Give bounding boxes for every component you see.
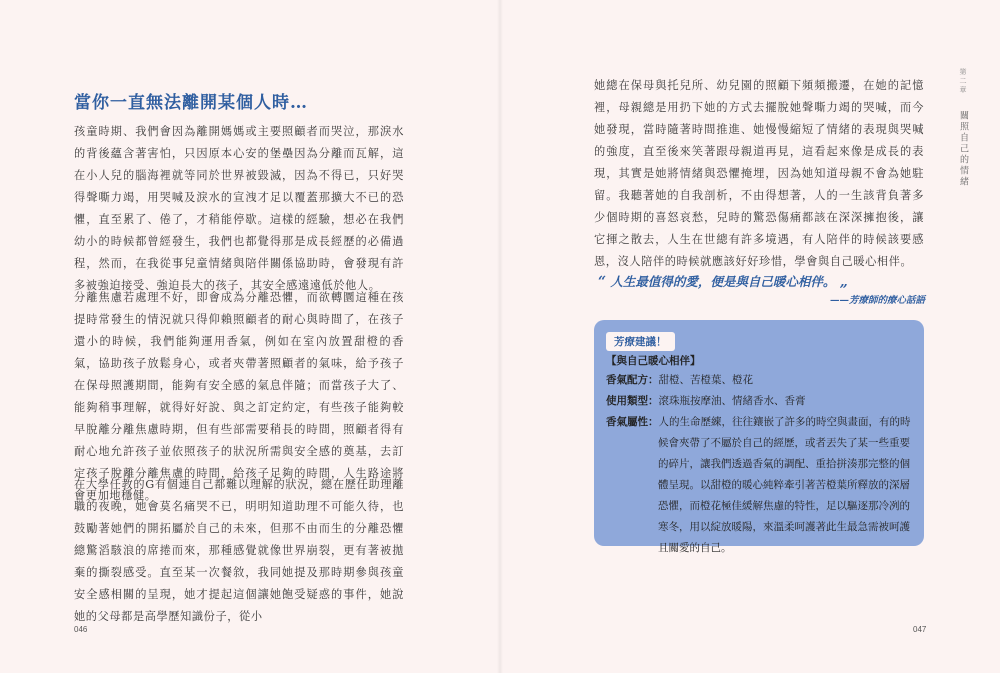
advice-row-type xyxy=(606,391,806,412)
advice-value: 滾珠瓶按摩油、情緒香水、香膏 xyxy=(658,395,806,407)
quote-text: 人生最值得的愛，便是與自己暖心相伴。 xyxy=(610,274,836,289)
close-quote-mark: „ xyxy=(839,274,848,290)
chapter-number: 第二章 xyxy=(959,68,967,95)
advice-key: 使用類型： xyxy=(606,395,659,407)
advice-value: 甜橙、苦橙葉、橙花 xyxy=(658,374,753,386)
aromatherapy-advice-box xyxy=(594,320,924,554)
advice-badge: 芳療建議！ xyxy=(606,332,675,351)
quote-source: ——芳療師的療心話語 xyxy=(830,295,926,306)
advice-key: 香氣屬性： xyxy=(606,416,659,428)
paragraph-1: 孩童時期、我們會因為離開媽媽或主要照顧者而哭泣，那淚水的背後蘊含著害怕，只因原本心安的堡壘因為分離而瓦解，這在小人兒的腦海裡就等同於世界被毀滅，因為不得已，只好哭得聲嘶力竭，用哭喊及淚水的宣洩才足以覆蓋那擴大不已的恐懼，直至累了、倦了，才稍能停歇。這樣的經驗，想必在我們幼小的時候都曾經發生，我們也都覺得那是成長經歷的必備過程，然而，在我從事兒童情緒與陪伴關係協助時，會發現有許多被強迫接受、強迫長大的孩子，其安全感遠遠低於他人。 xyxy=(74,125,404,292)
section-title: 當你一直無法離開某個人時… xyxy=(74,93,308,113)
chapter-side-label xyxy=(957,68,970,188)
quote-line xyxy=(598,272,928,290)
advice-value: 人的生命歷練，往往鑲嵌了許多的時空與畫面，有的時候會夾帶了不屬於自己的經歷，或者丟失了某一些重要的碎片，讓我們透過香氣的調配、重拾拼湊那完整的個體呈現。以甜橙的暖心純粹牽引著苦橙葉所釋放的深層恐懼，而橙花極佳緩解焦慮的特性，足以驅逐那冷冽的寒冬，用以綻放暖陽，來溫柔呵護著此生最急需被呵護且關愛的自己。 xyxy=(658,416,911,554)
paragraph-3: 在大學任教的G有個連自己都難以理解的狀況，總在歷任助理離職的夜晚，她會莫名痛哭不已，明明知道助理不可能久待，也鼓勵著她們的開拓屬於自己的未來，但那不由而生的分離恐懼總驚滔駭浪的席捲而來，那種感覺就像世界崩裂，更有著被拋棄的撕裂感受。直至某一次餐敘，我同她提及那時期參與孩童安全感相關的呈現，她才提起這個讓她飽受疑惑的事件，她說她的父母都是高學歷知識份子，從小 xyxy=(74,478,404,623)
open-quote-mark: “ xyxy=(598,274,607,290)
page-number-right: 047 xyxy=(913,625,927,634)
advice-row-attribute xyxy=(606,412,918,559)
advice-key: 香氣配方： xyxy=(606,374,659,386)
advice-row-formula xyxy=(606,370,753,391)
chapter-title: 關照自己的情緒 xyxy=(958,110,968,188)
advice-heading: 【與自己暖心相伴】 xyxy=(606,355,701,367)
paragraph-2: 分離焦慮若處理不好，即會成為分離恐懼，而欲轉圜這種在孩提時常發生的情況就只得仰賴照顧者的耐心與時間了，在孩子還小的時候，我們能夠運用香氣，例如在室內放置甜橙的香氣，協助孩子放鬆身心，或者夾帶著照顧者的氣味，給予孩子在保母照護期間，能夠有安全感的氣息伴隨；而當孩子大了、能夠稍事理解，就得好好說、與之訂定約定，有些孩子能夠較早脫離分離焦慮時期，但有些部需要稍長的時間，照顧者得有耐心地允許孩子並依照孩子的狀況所需與安全感的奠基，去訂定孩子脫離分離焦慮的時間，給孩子足夠的時間，人生路途將會更加地穩健。 xyxy=(74,291,404,502)
paragraph-continued: 她總在保母與托兒所、幼兒園的照顧下頻頻搬遷，在她的記憶裡，母親總是用扔下她的方式去擺脫她聲嘶力竭的哭喊，而今她發現，當時隨著時間推進、她慢慢縮短了情緒的表現與哭喊的強度，直至後來笑著跟母親道再見，這看起來像是成長的表現，其實是她將情緒與恐懼掩埋，因為她知道母親不會為她駐留。我聽著她的自我剖析，不由得想著，人的一生該背負著多少個時期的喜怒哀愁，兒時的驚恐傷痛都該在深深擁抱後，讓它揮之散去，人生在世總有許多境遇，有人陪伴的時候該要感恩，沒人陪伴的時候就應該好好珍惜，學會與自己暖心相伴。 xyxy=(594,79,924,268)
page-number-left: 046 xyxy=(74,625,88,634)
quote-block xyxy=(598,272,928,290)
